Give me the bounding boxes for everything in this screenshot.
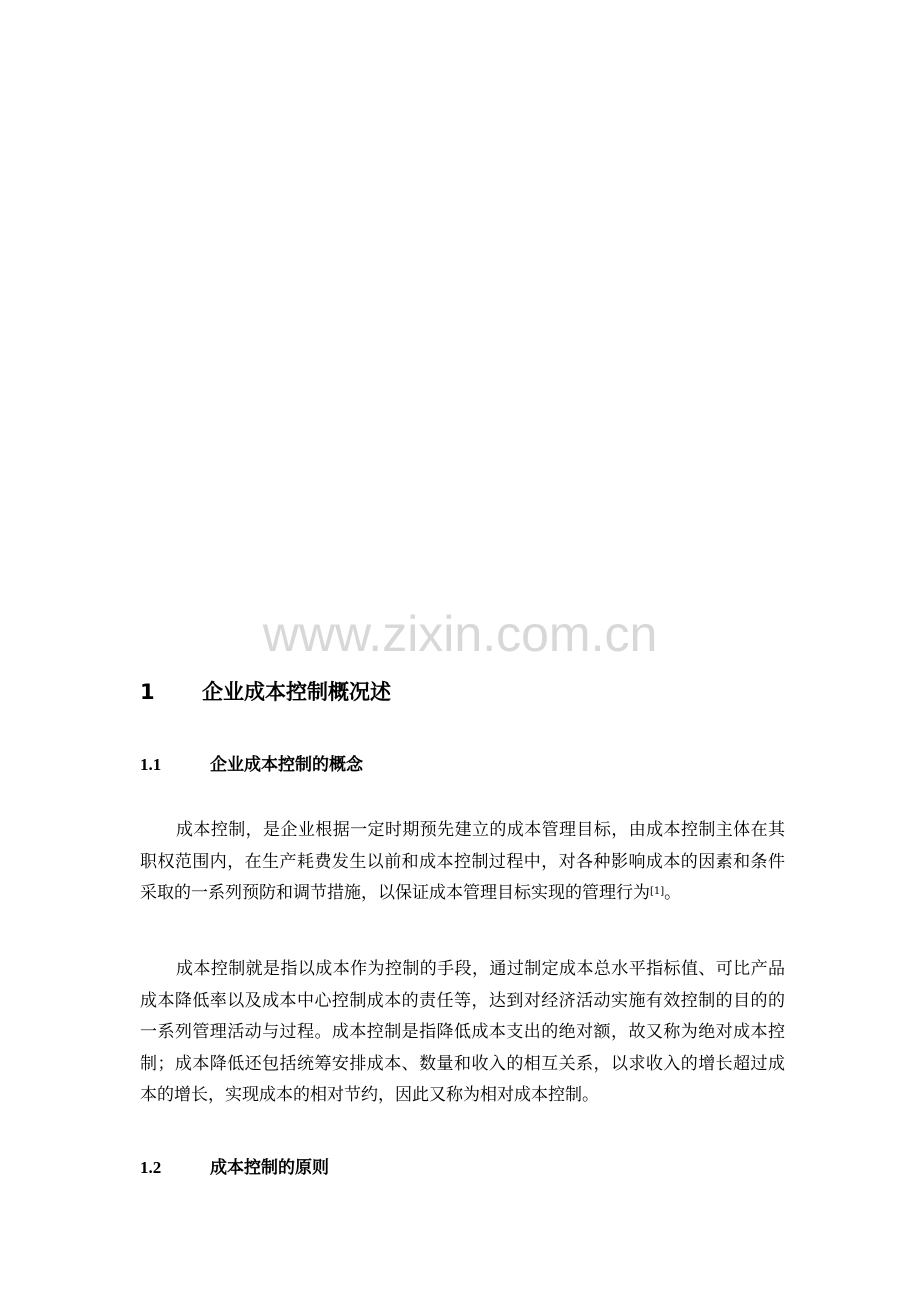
citation-ref[interactable]: [1] — [650, 886, 665, 897]
subsection-title: 成本控制的原则 — [210, 1158, 329, 1178]
subsection-number: 1.2 — [140, 1158, 162, 1177]
section-heading-1 — [140, 676, 391, 706]
paragraph-explanation — [140, 954, 785, 1112]
subsection-number: 1.1 — [140, 755, 162, 774]
section-number: 1 — [140, 680, 155, 704]
paragraph-text: 成本控制就是指以成本作为控制的手段，通过制定成本总水平指标值、可比产品成本降低率以及成本中心控制成本的责任等，达到对经济活动实施有效控制的目的的一系列管理活动与过程。成本控制是指降低成本支出的绝对额，故又称为绝对成本控制；成本降低还包括统筹安排成本、数量和收入的相互关系，以求收入的增长超过成本的增长，实现成本的相对节约，因此又称为相对成本控制。 — [140, 959, 785, 1105]
subsection-heading-1-1 — [140, 750, 363, 775]
subsection-heading-1-2 — [140, 1153, 329, 1178]
paragraph-text: 成本控制，是企业根据一定时期预先建立的成本管理目标，由成本控制主体在其职权范围内，在生产耗费发生以前和成本控制过程中，对各种影响成本的因素和条件采取的一系列预防和调节措施，以保证成本管理目标实现的管理行为 — [140, 820, 785, 903]
section-title: 企业成本控制概况述 — [202, 680, 391, 704]
paragraph-definition — [140, 815, 785, 910]
watermark: www.zixin.com.cn — [262, 606, 658, 662]
paragraph-end: 。 — [664, 883, 682, 903]
subsection-title: 企业成本控制的概念 — [210, 755, 363, 775]
